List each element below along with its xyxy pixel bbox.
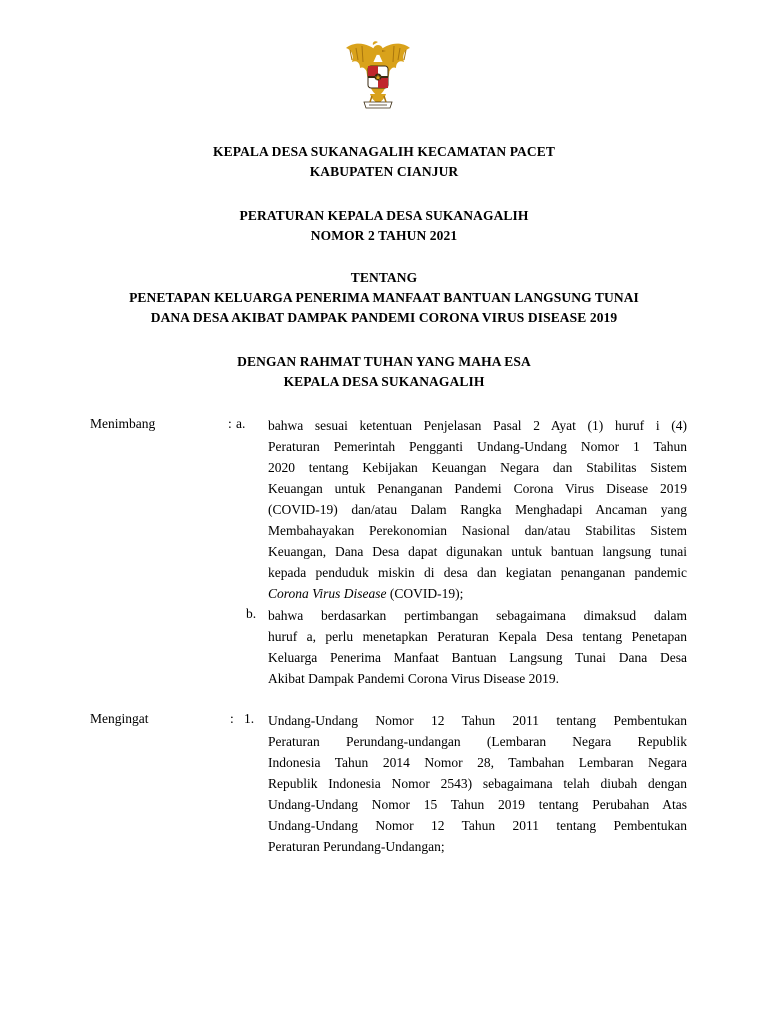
regulation-title: PERATURAN KEPALA DESA SUKANAGALIH <box>239 208 529 223</box>
issuer-heading <box>60 142 708 182</box>
text-line: Indonesia Tahun 2014 Nomor 28, Tambahan Lembaran Negara <box>268 755 687 770</box>
menimbang-marker-b: b. <box>246 606 257 621</box>
regulation-number: NOMOR 2 TAHUN 2021 <box>310 228 458 243</box>
text-line: Keuangan untuk Penanganan Pandemi Corona Virus Disease 2019 <box>268 481 687 496</box>
text-line: Undang-Undang Nomor 12 Tahun 2011 tentang Pembentukan <box>268 818 687 833</box>
text-line <box>268 583 687 604</box>
text-line: bahwa berdasarkan pertimbangan sebagaimana dimaksud dalam <box>268 608 687 623</box>
text-line: Republik Indonesia Nomor 2543) sebagaimana telah diubah dengan <box>268 776 687 791</box>
text-line: Akibat Dampak Pandemi Corona Virus Disease 2019. <box>268 671 560 686</box>
menimbang-colon: : <box>228 416 232 431</box>
menimbang-label: Menimbang <box>90 416 156 431</box>
text-line: Peraturan Perundang-Undangan; <box>268 839 445 854</box>
text-line: bahwa sesuai ketentuan Penjelasan Pasal 2 Ayat (1) huruf i (4) <box>268 418 687 433</box>
mengingat-item-1 <box>268 710 687 857</box>
mengingat-label: Mengingat <box>90 711 149 726</box>
subject-heading <box>60 268 708 328</box>
text-line: Keluarga Penerima Manfaat Bantuan Langsung Tunai Dana Desa <box>268 650 687 665</box>
garuda-emblem-icon <box>342 38 414 112</box>
text-line: 2020 tentang Kebijakan Keuangan Negara dan Stabilitas Sistem <box>268 460 687 475</box>
text-line: Keuangan, Dana Desa dapat digunakan untuk bantuan langsung tunai <box>268 544 687 559</box>
subject-line-1: PENETAPAN KELUARGA PENERIMA MANFAAT BANTUAN LANGSUNG TUNAI <box>129 290 639 305</box>
menimbang-item-b <box>268 605 687 689</box>
text-fragment: (COVID-19); <box>386 586 464 601</box>
menimbang-item-a <box>268 415 687 604</box>
preamble-line-1: DENGAN RAHMAT TUHAN YANG MAHA ESA <box>237 354 531 369</box>
text-line: Undang-Undang Nomor 12 Tahun 2011 tentang Pembentukan <box>268 713 687 728</box>
subject-tentang: TENTANG <box>350 270 418 285</box>
subject-line-2: DANA DESA AKIBAT DAMPAK PANDEMI CORONA VIRUS DISEASE 2019 <box>150 310 618 325</box>
text-line: Undang-Undang Nomor 15 Tahun 2019 tentang Perubahan Atas <box>268 797 687 812</box>
menimbang-marker-a: a. <box>236 416 246 431</box>
italic-term: Corona Virus Disease <box>268 586 387 601</box>
mengingat-marker-1: 1. <box>244 711 255 726</box>
regulation-heading <box>60 206 708 246</box>
text-line: (COVID-19) dan/atau Dalam Rangka Menghadapi Ancaman yang <box>268 502 687 517</box>
text-line: huruf a, perlu menetapkan Peraturan Kepala Desa tentang Penetapan <box>268 629 687 644</box>
issuer-line-1: KEPALA DESA SUKANAGALIH KECAMATAN PACET <box>213 144 555 159</box>
issuer-line-2: KABUPATEN CIANJUR <box>309 164 459 179</box>
text-line: kepada penduduk miskin di desa dan kegiatan penanganan pandemic <box>268 565 687 580</box>
mengingat-colon: : <box>230 711 234 726</box>
text-line: Membahayakan Perekonomian Nasional dan/atau Stabilitas Sistem <box>268 523 687 538</box>
text-line: Peraturan Pemerintah Pengganti Undang-Undang Nomor 1 Tahun <box>268 439 687 454</box>
preamble-heading <box>60 352 708 392</box>
text-line: Peraturan Perundang-undangan (Lembaran Negara Republik <box>268 734 687 749</box>
preamble-line-2: KEPALA DESA SUKANAGALIH <box>283 374 485 389</box>
